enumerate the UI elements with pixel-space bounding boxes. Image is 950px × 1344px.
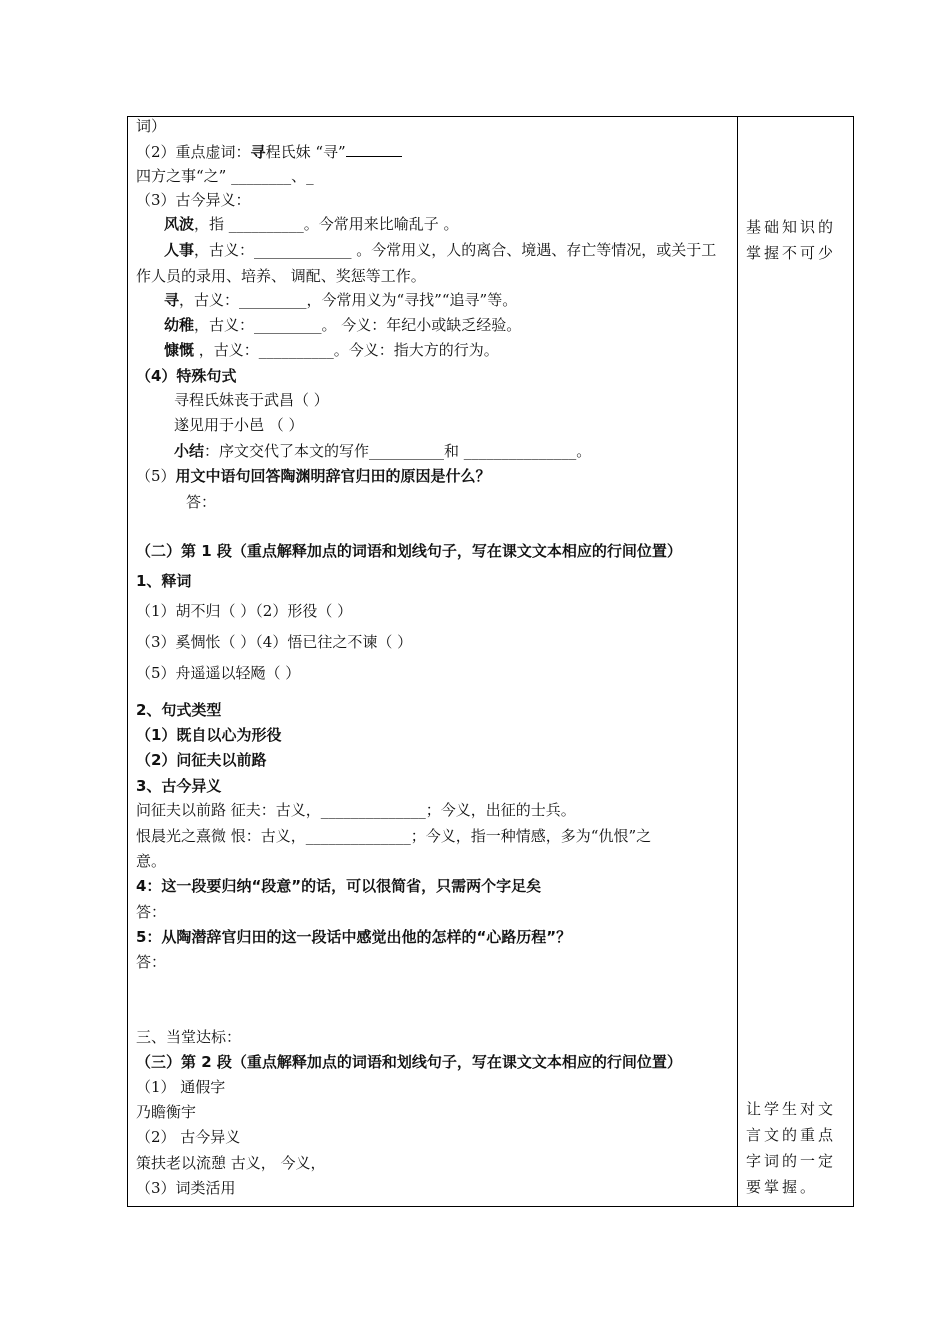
text-line: 寻程氏妹丧于武昌（ ） bbox=[174, 391, 329, 409]
text-line: （3）词类活用 bbox=[136, 1179, 236, 1197]
text-line: 慷慨 ，古义：__________。今义：指大方的行为。 bbox=[164, 341, 499, 359]
text-line: 小结：序文交代了本文的写作__________和 _______________。 bbox=[174, 442, 592, 460]
text-line: 5：从陶潜辞官归田的这一段话中感觉出他的怎样的“心路历程”？ bbox=[136, 928, 572, 946]
text-line: 三、当堂达标： bbox=[136, 1028, 242, 1046]
column-divider bbox=[737, 116, 738, 1207]
text-line: （2）重点虚词：寻程氏妹 “寻” bbox=[136, 142, 402, 162]
text-line: 恨晨光之熹微 恨：古义，______________；今义，指一种情感，多为“仇恨”之 bbox=[136, 827, 652, 845]
text-line: 答： bbox=[136, 953, 167, 971]
text-line: 四方之事“之” ________、_ bbox=[136, 167, 314, 185]
text-line: （5）用文中语句回答陶渊明辞官归田的原因是什么？ bbox=[136, 467, 491, 485]
text-line: 人事，古义：_____________ 。今常用义，人的离合、境遇、存亡等情况，或关于工 bbox=[164, 241, 717, 259]
text-line: 策扶老以流憩 古义， 今义， bbox=[136, 1154, 326, 1172]
text-line: 答： bbox=[136, 903, 167, 921]
text-line: 1、释词 bbox=[136, 572, 192, 590]
text-line: 遂见用于小邑 （ ） bbox=[174, 416, 304, 434]
text-line: 词） bbox=[136, 117, 167, 135]
text-line: 2、句式类型 bbox=[136, 701, 222, 719]
text-line: 风波，指 __________。今常用来比喻乱子 。 bbox=[164, 215, 459, 233]
text-line: 意。 bbox=[136, 852, 167, 870]
text-line: （2） 古今异义 bbox=[136, 1128, 241, 1146]
text-line: 答： bbox=[186, 493, 217, 511]
side-note-keywords: 让学生对文言文的重点字词的一定要掌握。 bbox=[746, 1100, 837, 1196]
text-line: 乃瞻衡宇 bbox=[136, 1103, 197, 1121]
text-line: 寻，古义：_________，今常用义为“寻找”“追寻”等。 bbox=[164, 291, 518, 309]
text-line: （1）胡不归（ ）（2）形役（ ） bbox=[136, 602, 353, 620]
text-line: （三）第 2 段（重点解释加点的词语和划线句子，写在课文文本相应的行间位置） bbox=[136, 1053, 682, 1071]
text-line: 3、古今异义 bbox=[136, 777, 222, 795]
text-line: （4）特殊句式 bbox=[136, 367, 237, 385]
side-note-basics: 基础知识的掌握不可少 bbox=[746, 218, 837, 262]
text-line: （1） 通假字 bbox=[136, 1078, 226, 1096]
text-line: （2）问征夫以前路 bbox=[136, 751, 267, 769]
text-line: （1）既自以心为形役 bbox=[136, 726, 282, 744]
text-line: （二）第 1 段（重点解释加点的词语和划线句子，写在课文文本相应的行间位置） bbox=[136, 542, 682, 560]
text-line: 幼稚，古义：_________。 今义：年纪小或缺乏经验。 bbox=[164, 316, 522, 334]
text-line: （3）古今异义： bbox=[136, 191, 251, 209]
text-line: 作人员的录用、培养、 调配、奖惩等工作。 bbox=[136, 267, 426, 285]
text-line: （5）舟遥遥以轻飏（ ） bbox=[136, 664, 301, 682]
text-line: （3）奚惆怅（ ）（4）悟已往之不谏（ ） bbox=[136, 633, 413, 651]
text-line: 4：这一段要归纳“段意”的话，可以很简省，只需两个字足矣 bbox=[136, 877, 542, 895]
text-line: 问征夫以前路 征夫：古义，______________；今义，出征的士兵。 bbox=[136, 801, 576, 819]
